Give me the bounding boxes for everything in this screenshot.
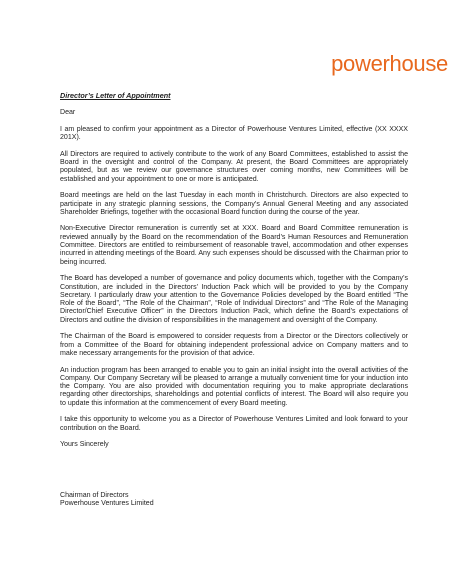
company-logo: powerhouse xyxy=(331,51,448,76)
paragraph-meetings: Board meetings are held on the last Tuesday in each month in Christchurch. Directors are also expected to participate in any strategic planning sessions, the Company’s Annual General Meeting and any associated Shareholder Briefings, together with the occasional Board function during the course of the year. xyxy=(60,192,408,216)
paragraph-advice: The Chairman of the Board is empowered to consider requests from a Director or the Directors collectively or from a Committee of the Board for obtaining independent professional advice on Company matters and to make necessary arrangements for the provision of that advice. xyxy=(60,333,408,357)
paragraph-welcome: I take this opportunity to welcome you as a Director of Powerhouse Ventures Limited and look forward to your contribution on the Board. xyxy=(60,416,408,432)
letter-body xyxy=(60,92,408,508)
paragraph-induction: An induction program has been arranged to enable you to gain an initial insight into the overall activities of the Company. Our Company Secretary will be pleased to arrange a mutually convenient time for your induction into the Company. You are also provided with documentation requiring you to make appropriate declarations regarding other directorships, shareholdings and potential conflicts of interest. The Board will also require you to update this information at the commencement of every Board meeting. xyxy=(60,366,408,407)
paragraph-appointment: I am pleased to confirm your appointment as a Director of Powerhouse Ventures Limited, effective (XX XXXX 201X). xyxy=(60,125,408,142)
salutation: Dear xyxy=(60,109,76,117)
closing: Yours Sincerely xyxy=(60,441,109,449)
signatory-company: Powerhouse Ventures Limited xyxy=(60,500,154,508)
signature-space xyxy=(60,458,408,492)
signatory-title: Chairman of Directors xyxy=(60,491,129,499)
letter-title: Director’s Letter of Appointment xyxy=(60,91,171,100)
paragraph-governance: The Board has developed a number of governance and policy documents which, together with the Company’s Constitution, are included in the Directors’ Induction Pack which will be provided to you by the Company Secretary. I particularly draw your attention to the Governance Policies developed by the Board entitled “The Role of the Board”, “The Role of the Chairman”, “Role of Individual Directors” and “The Role of the Managing Director/Chief Executive Officer” in the Directors Induction Pack, which define the Board’s expectations of Directors and outline the division of responsibilities in the management and oversight of the Company. xyxy=(60,275,408,324)
paragraph-committees: All Directors are required to actively contribute to the work of any Board Committees, established to assist the Board in the oversight and control of the Company. At present, the Board Committees are appropriately populated, but as we review our governance structures over coming months, new Committees will be established and your appointment to one or more is anticipated. xyxy=(60,150,408,183)
paragraph-remuneration: Non-Executive Director remuneration is currently set at XXX. Board and Board Committee remuneration is reviewed annually by the Board on the recommendation of the Board’s Human Resources and Remuneration Committee. Directors are entitled to reimbursement of reasonable travel, accommodation and other expenses incurred in attending meetings of the Board. Any such expenses should be discussed with the Chairman prior to being incurred. xyxy=(60,225,408,266)
